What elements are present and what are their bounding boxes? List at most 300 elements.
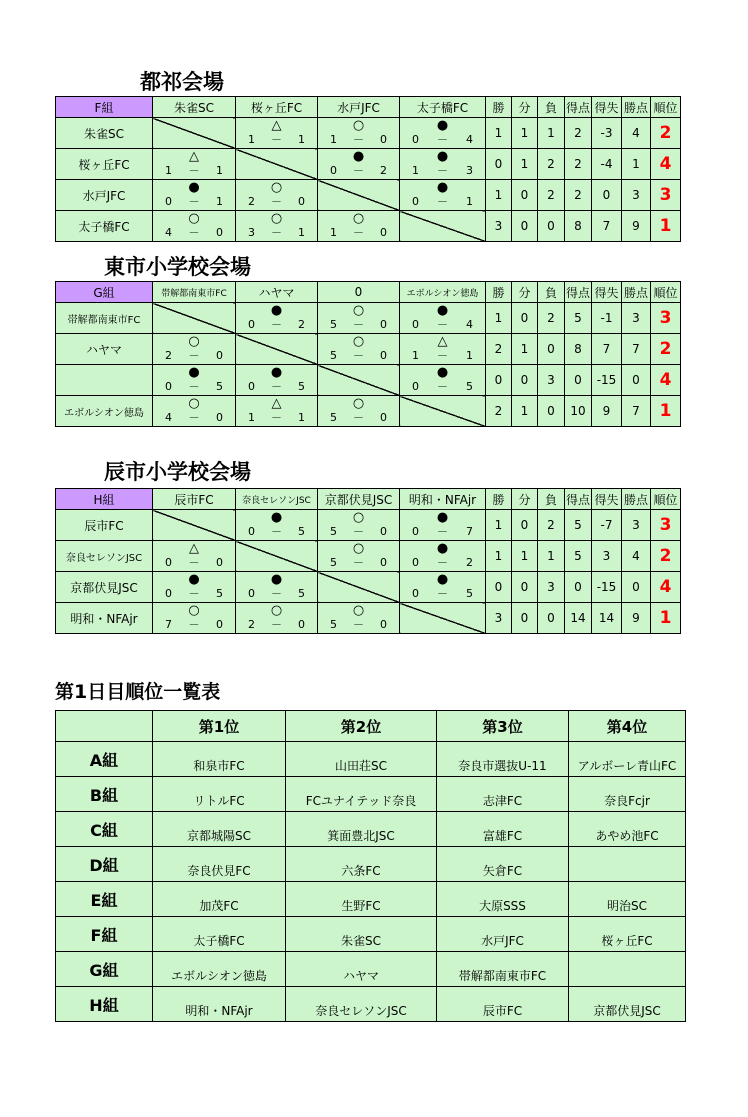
stat-value: 0 <box>512 572 538 603</box>
score-dash: － <box>188 164 200 177</box>
stat-value: 2 <box>565 180 592 211</box>
home-goals: 0 <box>412 380 419 393</box>
league-table-f <box>55 96 681 242</box>
stat-header: 負 <box>538 489 565 510</box>
away-goals: 1 <box>298 226 305 239</box>
summary-row <box>56 742 686 777</box>
team-row-name: 明和・NFAjr <box>56 603 153 634</box>
match-result-cell <box>318 603 400 634</box>
match-result-cell <box>318 510 400 541</box>
stat-value: 1 <box>512 149 538 180</box>
match-score <box>236 380 317 393</box>
table-row <box>56 365 681 396</box>
summary-group-label: F組 <box>56 917 153 952</box>
away-goals: 0 <box>298 618 305 631</box>
home-goals: 0 <box>165 195 172 208</box>
self-match-cell <box>318 180 400 211</box>
home-goals: 5 <box>330 556 337 569</box>
away-goals: 0 <box>380 133 387 146</box>
stat-value: 0 <box>512 303 538 334</box>
match-score <box>400 587 485 600</box>
table-row <box>56 603 681 634</box>
away-goals: 0 <box>216 411 223 424</box>
self-match-cell <box>236 541 318 572</box>
summary-team-cell: 加茂FC <box>153 882 286 917</box>
team-row-name: 水戸JFC <box>56 180 153 211</box>
stat-value: 3 <box>622 510 651 541</box>
match-result-cell <box>400 334 486 365</box>
table-row <box>56 180 681 211</box>
team-column-header: 桜ヶ丘FC <box>236 97 318 118</box>
score-dash: － <box>437 133 448 146</box>
result-symbol: ○ <box>352 118 365 133</box>
match-result-cell <box>318 149 400 180</box>
summary-team-cell: アルボーレ青山FC <box>569 742 686 777</box>
score-dash: － <box>437 525 448 538</box>
score-dash: － <box>353 133 364 146</box>
away-goals: 0 <box>380 349 387 362</box>
stat-value: 14 <box>565 603 592 634</box>
summary-team-cell: 奈良伏見FC <box>153 847 286 882</box>
away-goals: 0 <box>216 556 223 569</box>
team-row-name: 奈良セレソンJSC <box>56 541 153 572</box>
score-dash: － <box>353 164 364 177</box>
score-dash: － <box>353 411 364 424</box>
result-symbol: ● <box>188 180 200 195</box>
stat-value: 1 <box>512 541 538 572</box>
match-score <box>153 226 235 239</box>
match-result-cell <box>153 334 236 365</box>
home-goals: 0 <box>412 318 419 331</box>
table-row <box>56 541 681 572</box>
summary-team-cell: 生野FC <box>286 882 437 917</box>
match-score <box>236 587 317 600</box>
self-match-cell <box>236 334 318 365</box>
summary-team-cell: 奈良Fcjr <box>569 777 686 812</box>
group-label: F組 <box>56 97 153 118</box>
match-result-cell <box>236 396 318 427</box>
venue-title: 都祁会場 <box>140 70 224 94</box>
summary-team-cell: 奈良セレソンJSC <box>286 987 437 1022</box>
stat-value: 0 <box>538 334 565 365</box>
team-column-header: 奈良セレソンJSC <box>236 489 318 510</box>
stat-value: 8 <box>565 211 592 242</box>
score-dash: － <box>271 411 282 424</box>
home-goals: 0 <box>165 556 172 569</box>
result-symbol: ○ <box>188 396 200 411</box>
summary-team-cell: あやめ池FC <box>569 812 686 847</box>
stat-value: 0 <box>486 365 512 396</box>
result-symbol: ○ <box>352 334 365 349</box>
stat-header: 勝 <box>486 97 512 118</box>
match-result-cell <box>318 396 400 427</box>
match-score <box>318 318 399 331</box>
stat-value: 1 <box>512 396 538 427</box>
stat-value: 2 <box>565 149 592 180</box>
summary-team-cell <box>569 952 686 987</box>
home-goals: 0 <box>248 525 255 538</box>
team-row-name: エボルシオン徳島 <box>56 396 153 427</box>
venue-title: 東市小学校会場 <box>104 255 251 279</box>
home-goals: 0 <box>412 133 419 146</box>
stat-value: 2 <box>538 180 565 211</box>
stat-value: -15 <box>592 365 622 396</box>
score-dash: － <box>271 195 282 208</box>
score-dash: － <box>353 349 364 362</box>
match-score <box>236 226 317 239</box>
stat-value: 3 <box>622 303 651 334</box>
away-goals: 4 <box>466 133 473 146</box>
table-row <box>56 334 681 365</box>
result-symbol: ○ <box>352 303 365 318</box>
away-goals: 0 <box>380 525 387 538</box>
result-symbol: ○ <box>352 510 365 525</box>
result-symbol: ○ <box>270 180 283 195</box>
home-goals: 1 <box>165 164 172 177</box>
team-column-header: 辰市FC <box>153 489 236 510</box>
match-result-cell <box>153 211 236 242</box>
summary-group-label: B組 <box>56 777 153 812</box>
match-result-cell <box>236 572 318 603</box>
rank-value: 1 <box>651 396 681 427</box>
away-goals: 0 <box>298 195 305 208</box>
match-score <box>153 380 235 393</box>
stat-header: 勝点 <box>622 97 651 118</box>
match-score <box>400 349 485 362</box>
team-column-header: 朱雀SC <box>153 97 236 118</box>
summary-team-cell: 太子橋FC <box>153 917 286 952</box>
score-dash: － <box>353 556 364 569</box>
score-dash: － <box>271 318 282 331</box>
stat-value: -7 <box>592 510 622 541</box>
stat-header: 分 <box>512 282 538 303</box>
league-table-h <box>55 488 681 634</box>
table-row <box>56 510 681 541</box>
stat-value: 0 <box>512 365 538 396</box>
away-goals: 5 <box>466 587 473 600</box>
team-row-name: 朱雀SC <box>56 118 153 149</box>
result-symbol: ○ <box>188 603 200 618</box>
match-result-cell <box>153 396 236 427</box>
summary-column-header <box>56 711 153 742</box>
match-score <box>236 133 317 146</box>
score-dash: － <box>188 226 200 239</box>
home-goals: 5 <box>330 318 337 331</box>
result-symbol: ○ <box>270 603 283 618</box>
result-symbol: ○ <box>352 603 365 618</box>
home-goals: 1 <box>330 133 337 146</box>
score-dash: － <box>437 318 448 331</box>
team-column-header: 太子橋FC <box>400 97 486 118</box>
stat-value: 3 <box>538 365 565 396</box>
stat-value: 0 <box>565 365 592 396</box>
summary-team-cell: 京都伏見JSC <box>569 987 686 1022</box>
stat-header: 分 <box>512 97 538 118</box>
score-dash: － <box>437 164 448 177</box>
stat-value: 10 <box>565 396 592 427</box>
summary-team-cell: 辰市FC <box>437 987 569 1022</box>
home-goals: 7 <box>165 618 172 631</box>
match-result-cell <box>236 118 318 149</box>
stat-value: 7 <box>592 334 622 365</box>
summary-team-cell: 水戸JFC <box>437 917 569 952</box>
stat-value: 7 <box>592 211 622 242</box>
stat-header: 勝点 <box>622 282 651 303</box>
match-result-cell <box>153 541 236 572</box>
result-symbol: ● <box>270 303 283 318</box>
match-result-cell <box>236 510 318 541</box>
summary-group-label: D組 <box>56 847 153 882</box>
away-goals: 5 <box>216 587 223 600</box>
stat-header: 得失 <box>592 97 622 118</box>
result-symbol: ● <box>436 303 449 318</box>
match-result-cell <box>318 211 400 242</box>
home-goals: 1 <box>248 133 255 146</box>
stat-value: 9 <box>622 603 651 634</box>
stat-value: 0 <box>512 603 538 634</box>
result-symbol: ● <box>270 510 283 525</box>
match-score <box>153 411 235 424</box>
league-table-g <box>55 281 681 427</box>
table-row <box>56 572 681 603</box>
self-match-cell <box>153 303 236 334</box>
summary-team-cell: 富雄FC <box>437 812 569 847</box>
home-goals: 2 <box>165 349 172 362</box>
match-result-cell <box>236 365 318 396</box>
table-row <box>56 149 681 180</box>
match-score <box>236 195 317 208</box>
score-dash: － <box>271 525 282 538</box>
summary-group-label: H組 <box>56 987 153 1022</box>
team-column-header: 水戸JFC <box>318 97 400 118</box>
result-symbol: ● <box>436 180 449 195</box>
home-goals: 2 <box>248 195 255 208</box>
match-score <box>236 618 317 631</box>
home-goals: 1 <box>412 164 419 177</box>
team-row-name: 桜ヶ丘FC <box>56 149 153 180</box>
group-label: G組 <box>56 282 153 303</box>
match-score <box>236 525 317 538</box>
away-goals: 2 <box>466 556 473 569</box>
summary-row <box>56 882 686 917</box>
score-dash: － <box>353 525 364 538</box>
match-score <box>153 556 235 569</box>
stat-value: 9 <box>592 396 622 427</box>
rank-value: 4 <box>651 572 681 603</box>
stat-value: 1 <box>622 149 651 180</box>
match-score <box>153 587 235 600</box>
stat-header: 勝 <box>486 282 512 303</box>
stat-value: 1 <box>512 118 538 149</box>
stat-header: 得点 <box>565 489 592 510</box>
summary-team-cell: 志津FC <box>437 777 569 812</box>
match-result-cell <box>400 572 486 603</box>
match-result-cell <box>153 365 236 396</box>
score-dash: － <box>437 195 448 208</box>
self-match-cell <box>318 572 400 603</box>
rank-value: 1 <box>651 211 681 242</box>
score-dash: － <box>437 380 448 393</box>
home-goals: 0 <box>412 525 419 538</box>
stat-value: 0 <box>486 572 512 603</box>
table-header-row <box>56 282 681 303</box>
away-goals: 2 <box>298 318 305 331</box>
summary-team-cell: 奈良市選抜U-11 <box>437 742 569 777</box>
match-score <box>400 380 485 393</box>
home-goals: 0 <box>248 318 255 331</box>
result-symbol: ○ <box>352 211 365 226</box>
match-score <box>153 195 235 208</box>
summary-team-cell: 箕面豊北JSC <box>286 812 437 847</box>
match-result-cell <box>400 510 486 541</box>
stat-value: 7 <box>622 396 651 427</box>
stat-value: 4 <box>622 118 651 149</box>
table-row <box>56 118 681 149</box>
stat-value: 5 <box>565 541 592 572</box>
match-result-cell <box>318 118 400 149</box>
away-goals: 0 <box>216 226 223 239</box>
summary-group-label: A組 <box>56 742 153 777</box>
stat-value: 1 <box>486 541 512 572</box>
match-score <box>153 618 235 631</box>
score-dash: － <box>271 587 282 600</box>
score-dash: － <box>271 133 282 146</box>
away-goals: 0 <box>380 226 387 239</box>
match-result-cell <box>318 541 400 572</box>
stat-header: 順位 <box>651 282 681 303</box>
match-result-cell <box>236 180 318 211</box>
away-goals: 5 <box>466 380 473 393</box>
summary-column-header: 第4位 <box>569 711 686 742</box>
away-goals: 0 <box>380 618 387 631</box>
rank-value: 4 <box>651 149 681 180</box>
team-row-name: 京都伏見JSC <box>56 572 153 603</box>
summary-row <box>56 917 686 952</box>
self-match-cell <box>400 211 486 242</box>
match-result-cell <box>153 572 236 603</box>
away-goals: 5 <box>298 587 305 600</box>
stat-value: 7 <box>622 334 651 365</box>
stat-value: 1 <box>486 303 512 334</box>
match-result-cell <box>236 603 318 634</box>
self-match-cell <box>400 396 486 427</box>
score-dash: － <box>188 411 200 424</box>
stat-value: 0 <box>538 211 565 242</box>
summary-row <box>56 777 686 812</box>
result-symbol: ● <box>352 149 365 164</box>
result-symbol: ○ <box>352 396 365 411</box>
summary-title: 第1日目順位一覧表 <box>55 681 221 703</box>
summary-row <box>56 952 686 987</box>
away-goals: 7 <box>466 525 473 538</box>
score-dash: － <box>188 195 200 208</box>
summary-header-row <box>56 711 686 742</box>
away-goals: 0 <box>380 318 387 331</box>
rank-value: 3 <box>651 303 681 334</box>
table-row <box>56 396 681 427</box>
summary-group-label: E組 <box>56 882 153 917</box>
stat-header: 負 <box>538 282 565 303</box>
match-result-cell <box>153 603 236 634</box>
away-goals: 1 <box>298 411 305 424</box>
match-score <box>318 411 399 424</box>
team-column-header: ハヤマ <box>236 282 318 303</box>
rank-value: 3 <box>651 510 681 541</box>
rank-value: 3 <box>651 180 681 211</box>
home-goals: 4 <box>165 411 172 424</box>
home-goals: 0 <box>330 164 337 177</box>
home-goals: 1 <box>412 349 419 362</box>
result-symbol: ● <box>436 118 449 133</box>
stat-value: 2 <box>486 334 512 365</box>
result-symbol: △ <box>189 541 199 556</box>
result-symbol: ○ <box>188 211 200 226</box>
home-goals: 5 <box>330 411 337 424</box>
match-result-cell <box>400 303 486 334</box>
match-result-cell <box>153 180 236 211</box>
stat-value: -1 <box>592 303 622 334</box>
home-goals: 3 <box>248 226 255 239</box>
away-goals: 0 <box>216 349 223 362</box>
summary-column-header: 第1位 <box>153 711 286 742</box>
match-score <box>153 164 235 177</box>
score-dash: － <box>437 587 448 600</box>
stat-header: 負 <box>538 97 565 118</box>
result-symbol: △ <box>437 334 448 349</box>
score-dash: － <box>437 556 448 569</box>
summary-team-cell: 明治SC <box>569 882 686 917</box>
self-match-cell <box>400 603 486 634</box>
rank-value: 2 <box>651 541 681 572</box>
stat-header: 勝点 <box>622 489 651 510</box>
score-dash: － <box>437 349 448 362</box>
summary-team-cell: 大原SSS <box>437 882 569 917</box>
self-match-cell <box>153 510 236 541</box>
stat-header: 勝 <box>486 489 512 510</box>
result-symbol: ● <box>436 149 449 164</box>
rank-value: 4 <box>651 365 681 396</box>
summary-team-cell: エボルシオン徳島 <box>153 952 286 987</box>
result-symbol: △ <box>271 118 282 133</box>
stat-value: -4 <box>592 149 622 180</box>
self-match-cell <box>236 149 318 180</box>
stat-value: 1 <box>538 118 565 149</box>
stat-value: 4 <box>622 541 651 572</box>
match-result-cell <box>400 180 486 211</box>
home-goals: 0 <box>165 380 172 393</box>
match-score <box>153 349 235 362</box>
stat-value: 1 <box>538 541 565 572</box>
team-row-name: 辰市FC <box>56 510 153 541</box>
stat-value: 3 <box>622 180 651 211</box>
away-goals: 0 <box>380 556 387 569</box>
away-goals: 0 <box>216 618 223 631</box>
summary-team-cell: ハヤマ <box>286 952 437 987</box>
stat-value: 8 <box>565 334 592 365</box>
table-header-row <box>56 97 681 118</box>
stat-value: 0 <box>565 572 592 603</box>
rank-value: 2 <box>651 334 681 365</box>
home-goals: 0 <box>248 380 255 393</box>
away-goals: 5 <box>298 525 305 538</box>
stat-value: 0 <box>622 572 651 603</box>
match-result-cell <box>400 149 486 180</box>
match-result-cell <box>318 303 400 334</box>
stat-value: 0 <box>512 180 538 211</box>
summary-team-cell: 桜ヶ丘FC <box>569 917 686 952</box>
stat-value: 2 <box>565 118 592 149</box>
summary-team-cell: 帯解都南東市FC <box>437 952 569 987</box>
